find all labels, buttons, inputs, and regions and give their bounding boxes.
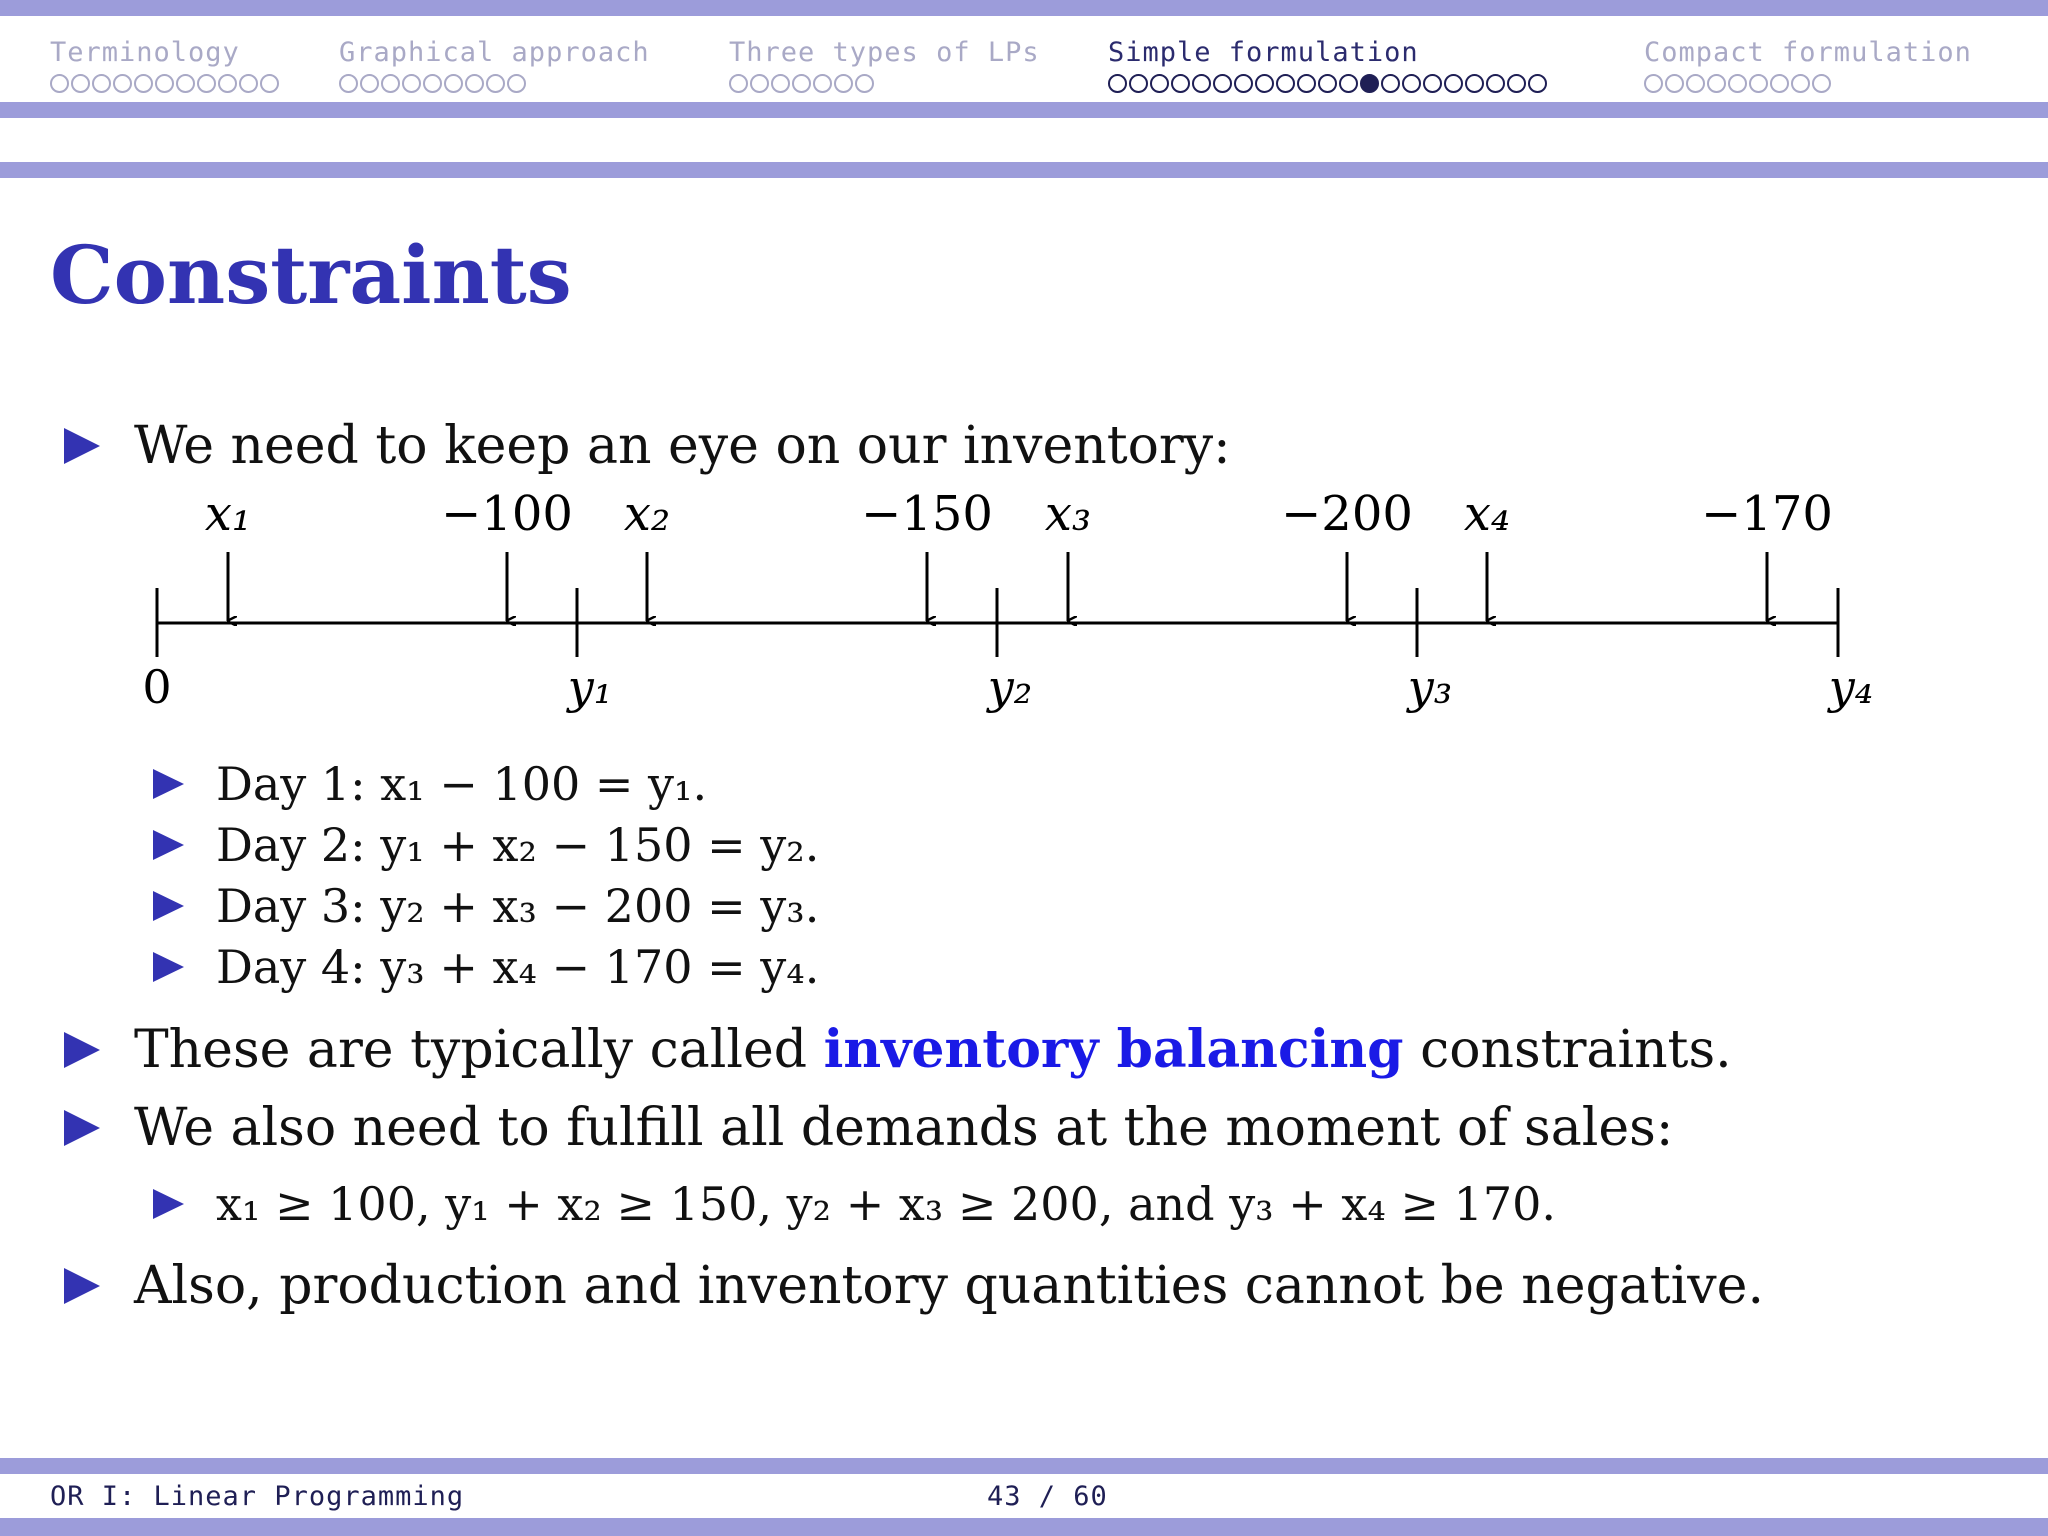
timeline-top-label: −150 (861, 486, 993, 542)
slide-dot[interactable] (381, 74, 400, 93)
current-slide-dot[interactable] (1360, 74, 1379, 93)
nav-section-terminology[interactable] (50, 36, 279, 93)
slide-dot[interactable] (360, 74, 379, 93)
footer-page-number: 43 / 60 (987, 1481, 1108, 1512)
bullet-demand (134, 1098, 1673, 1158)
bullet-inventory-balancing (134, 1020, 1732, 1080)
slide-dot[interactable] (197, 74, 216, 93)
bullet-marker-icon (64, 1032, 100, 1068)
equation-text: Day 2: y₁ + x₂ − 150 = y₂. (216, 818, 820, 872)
day-2-equation (216, 817, 819, 873)
slide-dot[interactable] (771, 74, 790, 93)
slide-dot[interactable] (507, 74, 526, 93)
nav-dots (50, 74, 279, 93)
bullet-text: We need to keep an eye on our inventory: (134, 416, 1231, 476)
footer-bottom-band (0, 1518, 2048, 1536)
slide-dot[interactable] (71, 74, 90, 93)
day-1-equation (216, 756, 707, 812)
slide-dot[interactable] (1150, 74, 1169, 93)
timeline-bottom-label: y₁ (567, 660, 613, 714)
slide-dot[interactable] (1707, 74, 1726, 93)
timeline-bottom-label: y₂ (987, 660, 1033, 714)
nav-section-title[interactable]: Graphical approach (339, 37, 650, 68)
slide-dot[interactable] (1276, 74, 1295, 93)
slide-dot[interactable] (444, 74, 463, 93)
slide-dot[interactable] (1213, 74, 1232, 93)
header-bottom-band (0, 102, 2048, 118)
slide-dot[interactable] (260, 74, 279, 93)
equation-text: Day 4: y₃ + x₄ − 170 = y₄. (216, 940, 820, 994)
slide-dot[interactable] (1171, 74, 1190, 93)
timeline-top-label: x₄ (1463, 486, 1511, 542)
slide-dot[interactable] (1749, 74, 1768, 93)
slide-dot[interactable] (1486, 74, 1505, 93)
bullet-marker-icon (64, 1110, 100, 1146)
slide-dot[interactable] (1423, 74, 1442, 93)
timeline-top-label: x₂ (623, 486, 671, 542)
slide-dot[interactable] (339, 74, 358, 93)
sub-bullet-marker-icon (153, 830, 184, 860)
day-3-equation (216, 878, 819, 934)
slide-dot[interactable] (1381, 74, 1400, 93)
slide-dot[interactable] (1465, 74, 1484, 93)
nav-section-title[interactable]: Three types of LPs (729, 37, 1040, 68)
slide-dot[interactable] (92, 74, 111, 93)
slide-dot[interactable] (1129, 74, 1148, 93)
bullet-inventory (134, 416, 1231, 476)
nav-section-title[interactable]: Simple formulation (1108, 37, 1419, 68)
slide-dot[interactable] (1728, 74, 1747, 93)
sub-bullet-marker-icon (153, 1189, 184, 1219)
inventory-timeline (0, 470, 2048, 730)
day-4-equation (216, 939, 819, 995)
nav-section-three-types[interactable] (729, 36, 1040, 93)
equation-text: Day 1: x₁ − 100 = y₁. (216, 757, 708, 811)
timeline-top-label: −100 (441, 486, 573, 542)
slide-dot[interactable] (486, 74, 505, 93)
equation-text: x₁ ≥ 100, y₁ + x₂ ≥ 150, y₂ + x₃ ≥ 200, and y₃ + x₄ ≥ 170. (216, 1177, 1556, 1231)
nav-section-compact-formulation[interactable] (1644, 36, 1972, 93)
slide-dot[interactable] (729, 74, 748, 93)
slide-dot[interactable] (750, 74, 769, 93)
slide-dot[interactable] (1665, 74, 1684, 93)
slide-dot[interactable] (813, 74, 832, 93)
nav-dots (1644, 74, 1972, 93)
bullet-marker-icon (64, 1268, 100, 1304)
nav-dots (339, 74, 650, 93)
bullet-text: constraints. (1403, 1020, 1732, 1080)
slide-dot[interactable] (1234, 74, 1253, 93)
slide-dot[interactable] (792, 74, 811, 93)
slide-dot[interactable] (855, 74, 874, 93)
slide-dot[interactable] (402, 74, 421, 93)
bullet-text: Also, production and inventory quantities cannot be negative. (134, 1256, 1764, 1316)
nav-dots (729, 74, 1040, 93)
slide-dot[interactable] (1255, 74, 1274, 93)
bullet-text: These are typically called (134, 1020, 824, 1080)
timeline-top-label: x₃ (1044, 486, 1092, 542)
slide-dot[interactable] (239, 74, 258, 93)
slide-dot[interactable] (834, 74, 853, 93)
bullet-marker-icon (64, 428, 100, 464)
slide-dot[interactable] (1686, 74, 1705, 93)
bullet-nonnegativity (134, 1256, 1764, 1316)
slide-dot[interactable] (1528, 74, 1547, 93)
timeline-top-label: x₁ (204, 486, 252, 542)
slide-dot[interactable] (465, 74, 484, 93)
slide-dot[interactable] (423, 74, 442, 93)
bullet-text: We also need to fulfill all demands at the moment of sales: (134, 1098, 1674, 1158)
nav-section-graphical-approach[interactable] (339, 36, 650, 93)
timeline-bottom-label: y₄ (1828, 660, 1874, 714)
footer-course-title: OR I: Linear Programming (50, 1481, 465, 1512)
slide-dot[interactable] (1507, 74, 1526, 93)
sub-bullet-marker-icon (153, 891, 184, 921)
equation-text: Day 3: y₂ + x₃ − 200 = y₃. (216, 879, 820, 933)
sub-bullet-marker-icon (153, 952, 184, 982)
slide-dot[interactable] (1297, 74, 1316, 93)
timeline-bottom-label: 0 (142, 660, 172, 714)
slide-dot[interactable] (1444, 74, 1463, 93)
timeline-bottom-label: y₃ (1407, 660, 1453, 714)
footer-top-band (0, 1458, 2048, 1474)
slide-dot[interactable] (1318, 74, 1337, 93)
slide-dot[interactable] (113, 74, 132, 93)
slide-dot[interactable] (1812, 74, 1831, 93)
title-separator-band (0, 162, 2048, 178)
timeline-top-label: −200 (1281, 486, 1413, 542)
slide-dot[interactable] (1644, 74, 1663, 93)
slide-dot[interactable] (1791, 74, 1810, 93)
slide-dot[interactable] (176, 74, 195, 93)
nav-section-title[interactable]: Terminology (50, 37, 240, 68)
nav-section-title[interactable]: Compact formulation (1644, 37, 1972, 68)
timeline-top-label: −170 (1701, 486, 1833, 542)
slide-dot[interactable] (155, 74, 174, 93)
slide-dot[interactable] (1192, 74, 1211, 93)
slide-dot[interactable] (1108, 74, 1127, 93)
nav-dots (1108, 74, 1547, 93)
slide-dot[interactable] (134, 74, 153, 93)
slide-dot[interactable] (218, 74, 237, 93)
slide-title: Constraints (50, 228, 572, 322)
slide-dot[interactable] (1339, 74, 1358, 93)
header-top-band (0, 0, 2048, 16)
slide-dot[interactable] (50, 74, 69, 93)
demand-constraints (216, 1176, 1556, 1232)
nav-section-simple-formulation[interactable] (1108, 36, 1547, 93)
sub-bullet-marker-icon (153, 769, 184, 799)
highlight-term: inventory balancing (823, 1019, 1404, 1080)
slide-dot[interactable] (1402, 74, 1421, 93)
slide-dot[interactable] (1770, 74, 1789, 93)
